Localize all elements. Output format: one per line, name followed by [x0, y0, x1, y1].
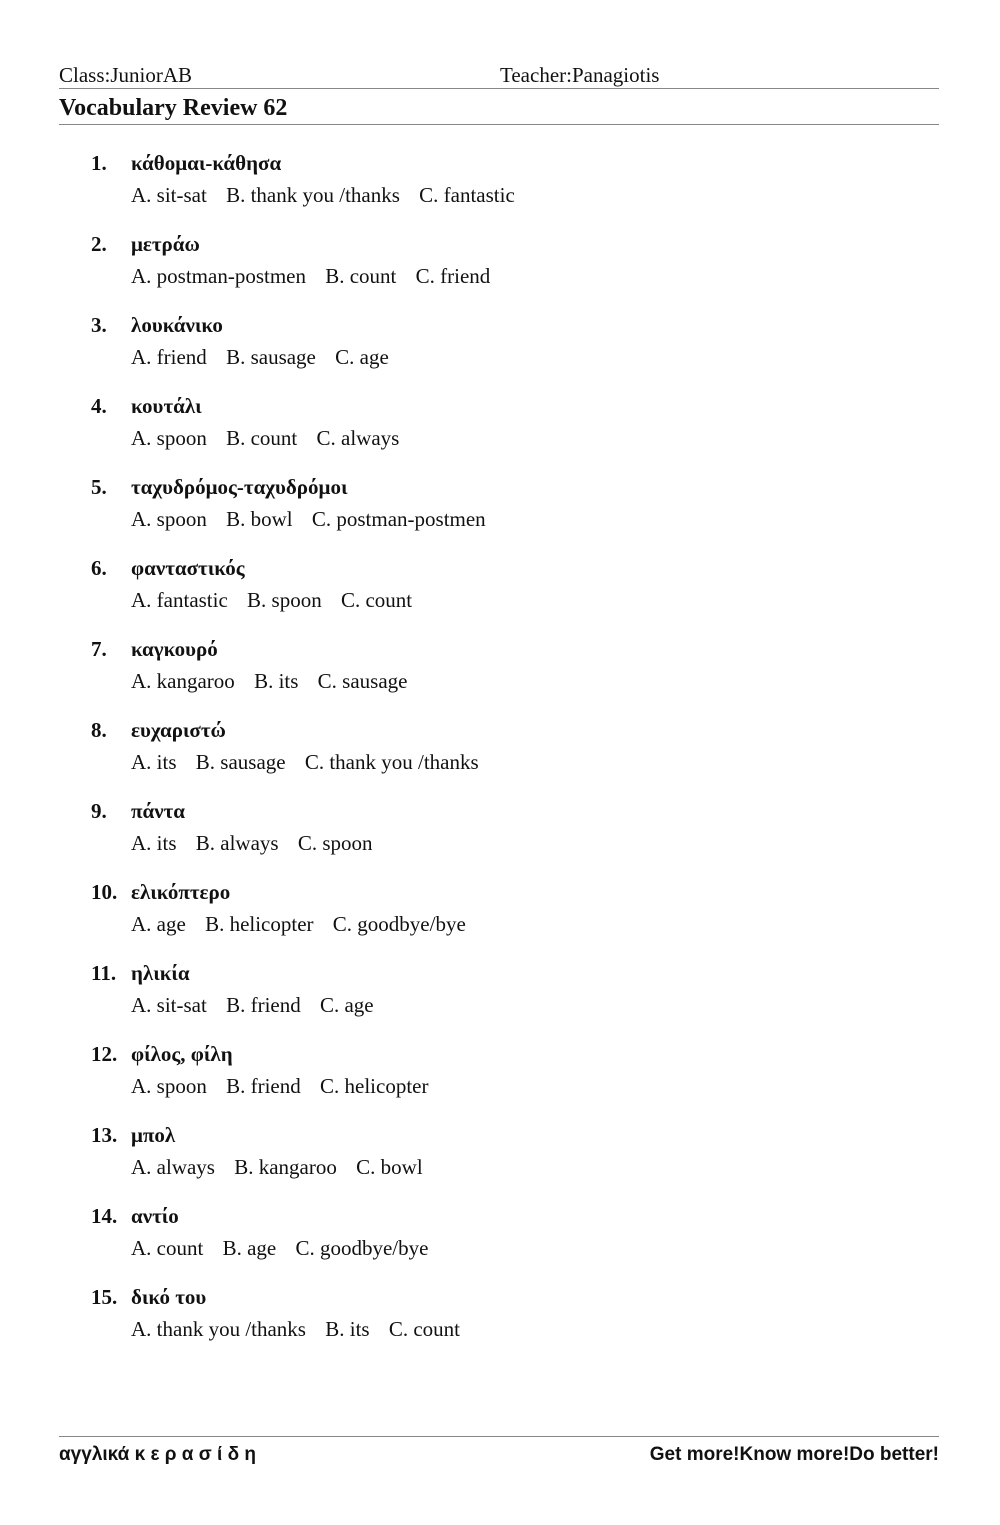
question-word: λουκάνικο [131, 313, 223, 337]
question-number: 8. [91, 718, 107, 742]
question-word: φανταστικός [131, 556, 245, 580]
page-footer [59, 1436, 939, 1473]
answer-option-c[interactable]: C. postman-postmen [311, 507, 486, 531]
teacher-label: Teacher:Panagiotis [500, 63, 660, 87]
answer-option-a[interactable]: A. friend [131, 345, 207, 369]
question-word: πάντα [131, 799, 186, 823]
question-number: 2. [91, 232, 107, 256]
answer-options [131, 1071, 442, 1101]
answer-option-a[interactable]: A. fantastic [131, 588, 228, 612]
question-number: 12. [91, 1042, 118, 1066]
question-item [0, 958, 1000, 1039]
question-word: φίλος, φίλη [131, 1042, 233, 1066]
question-number: 13. [91, 1123, 118, 1147]
question-item [0, 553, 1000, 634]
question-number: 1. [91, 151, 107, 175]
answer-options [131, 504, 500, 534]
answer-options [131, 585, 426, 615]
answer-option-c[interactable]: C. spoon [297, 831, 373, 855]
question-number: 3. [91, 313, 107, 337]
footer-slogan: Get more!Know more!Do better! [649, 1444, 939, 1465]
question-number: 9. [91, 799, 107, 823]
answer-option-c[interactable]: C. helicopter [320, 1074, 429, 1098]
question-word: ευχαριστώ [131, 718, 226, 742]
answer-option-a[interactable]: A. spoon [131, 426, 207, 450]
answer-option-c[interactable]: C. count [340, 588, 413, 612]
answer-option-b[interactable]: B. sausage [226, 345, 316, 369]
footer-brand: αγγλικά κ ε ρ α σ ί δ η [59, 1444, 256, 1465]
answer-options [131, 1314, 474, 1344]
answer-option-c[interactable]: C. sausage [317, 669, 408, 693]
question-word: κουτάλι [131, 394, 202, 418]
answer-option-b[interactable]: B. helicopter [205, 912, 314, 936]
question-item [0, 148, 1000, 229]
question-item [0, 715, 1000, 796]
answer-option-c[interactable]: C. age [335, 345, 389, 369]
answer-option-b[interactable]: B. thank you /thanks [226, 183, 400, 207]
answer-option-b[interactable]: B. kangaroo [234, 1155, 337, 1179]
answer-option-b[interactable]: B. friend [226, 993, 301, 1017]
question-item [0, 796, 1000, 877]
question-item [0, 472, 1000, 553]
answer-option-a[interactable]: A. sit-sat [131, 993, 207, 1017]
answer-option-c[interactable]: C. friend [415, 264, 491, 288]
answer-option-b[interactable]: B. count [226, 426, 298, 450]
answer-option-b[interactable]: B. sausage [195, 750, 286, 774]
answer-option-c[interactable]: C. fantastic [419, 183, 515, 207]
question-word: καγκουρό [131, 637, 218, 661]
answer-option-a[interactable]: A. spoon [131, 1074, 207, 1098]
answer-option-c[interactable]: C. goodbye/bye [295, 1236, 429, 1260]
answer-option-c[interactable]: C. goodbye/bye [332, 912, 466, 936]
question-word: δικό του [131, 1285, 207, 1309]
question-item [0, 877, 1000, 958]
question-number: 5. [91, 475, 107, 499]
question-word: ελικόπτερο [131, 880, 231, 904]
answer-options [131, 1233, 442, 1263]
page-title: Vocabulary Review 62 [59, 92, 939, 125]
question-word: κάθομαι-κάθησα [131, 151, 282, 175]
answer-option-c[interactable]: C. count [388, 1317, 461, 1341]
question-number: 6. [91, 556, 107, 580]
answer-option-b[interactable]: B. friend [226, 1074, 301, 1098]
answer-option-a[interactable]: A. its [131, 831, 177, 855]
question-item [0, 634, 1000, 715]
question-number: 4. [91, 394, 107, 418]
answer-option-c[interactable]: C. always [316, 426, 400, 450]
question-word: μετράω [131, 232, 200, 256]
question-item [0, 391, 1000, 472]
question-number: 10. [91, 880, 118, 904]
answer-options [131, 342, 403, 372]
answer-option-b[interactable]: B. always [195, 831, 279, 855]
answer-option-a[interactable]: A. thank you /thanks [131, 1317, 306, 1341]
question-item [0, 1039, 1000, 1120]
answer-option-a[interactable]: A. count [131, 1236, 204, 1260]
answer-options [131, 828, 387, 858]
question-number: 11. [91, 961, 117, 985]
question-number: 7. [91, 637, 107, 661]
answer-options [131, 423, 413, 453]
answer-option-a[interactable]: A. age [131, 912, 186, 936]
question-word: ηλικία [131, 961, 190, 985]
answer-options [131, 1152, 437, 1182]
answer-option-b[interactable]: B. its [325, 1317, 370, 1341]
question-item [0, 1282, 1000, 1363]
question-list [0, 148, 1000, 1363]
answer-options [131, 261, 504, 291]
question-word: μπολ [131, 1123, 176, 1147]
answer-options [131, 747, 493, 777]
answer-option-a[interactable]: A. its [131, 750, 177, 774]
answer-option-c[interactable]: C. bowl [356, 1155, 423, 1179]
answer-option-a[interactable]: A. kangaroo [131, 669, 235, 693]
question-number: 14. [91, 1204, 118, 1228]
question-item [0, 310, 1000, 391]
answer-option-b[interactable]: B. its [254, 669, 299, 693]
answer-option-b[interactable]: B. bowl [226, 507, 293, 531]
question-number: 15. [91, 1285, 118, 1309]
answer-option-a[interactable]: A. spoon [131, 507, 207, 531]
answer-options [131, 990, 388, 1020]
question-word: ταχυδρόμος-ταχυδρόμοι [131, 475, 348, 499]
answer-option-a[interactable]: A. always [131, 1155, 215, 1179]
question-item [0, 1201, 1000, 1282]
answer-option-b[interactable]: B. spoon [247, 588, 322, 612]
class-label: Class:JuniorAB [59, 63, 193, 87]
answer-option-a[interactable]: A. sit-sat [131, 183, 207, 207]
answer-options [131, 909, 480, 939]
question-item [0, 229, 1000, 310]
answer-option-b[interactable]: B. age [222, 1236, 277, 1260]
question-word: αντίο [131, 1204, 179, 1228]
question-item [0, 1120, 1000, 1201]
answer-options [131, 666, 422, 696]
answer-options [131, 180, 529, 210]
worksheet-header [59, 62, 939, 89]
answer-option-c[interactable]: C. thank you /thanks [304, 750, 479, 774]
answer-option-c[interactable]: C. age [319, 993, 374, 1017]
answer-option-a[interactable]: A. postman-postmen [131, 264, 306, 288]
answer-option-b[interactable]: B. count [325, 264, 397, 288]
